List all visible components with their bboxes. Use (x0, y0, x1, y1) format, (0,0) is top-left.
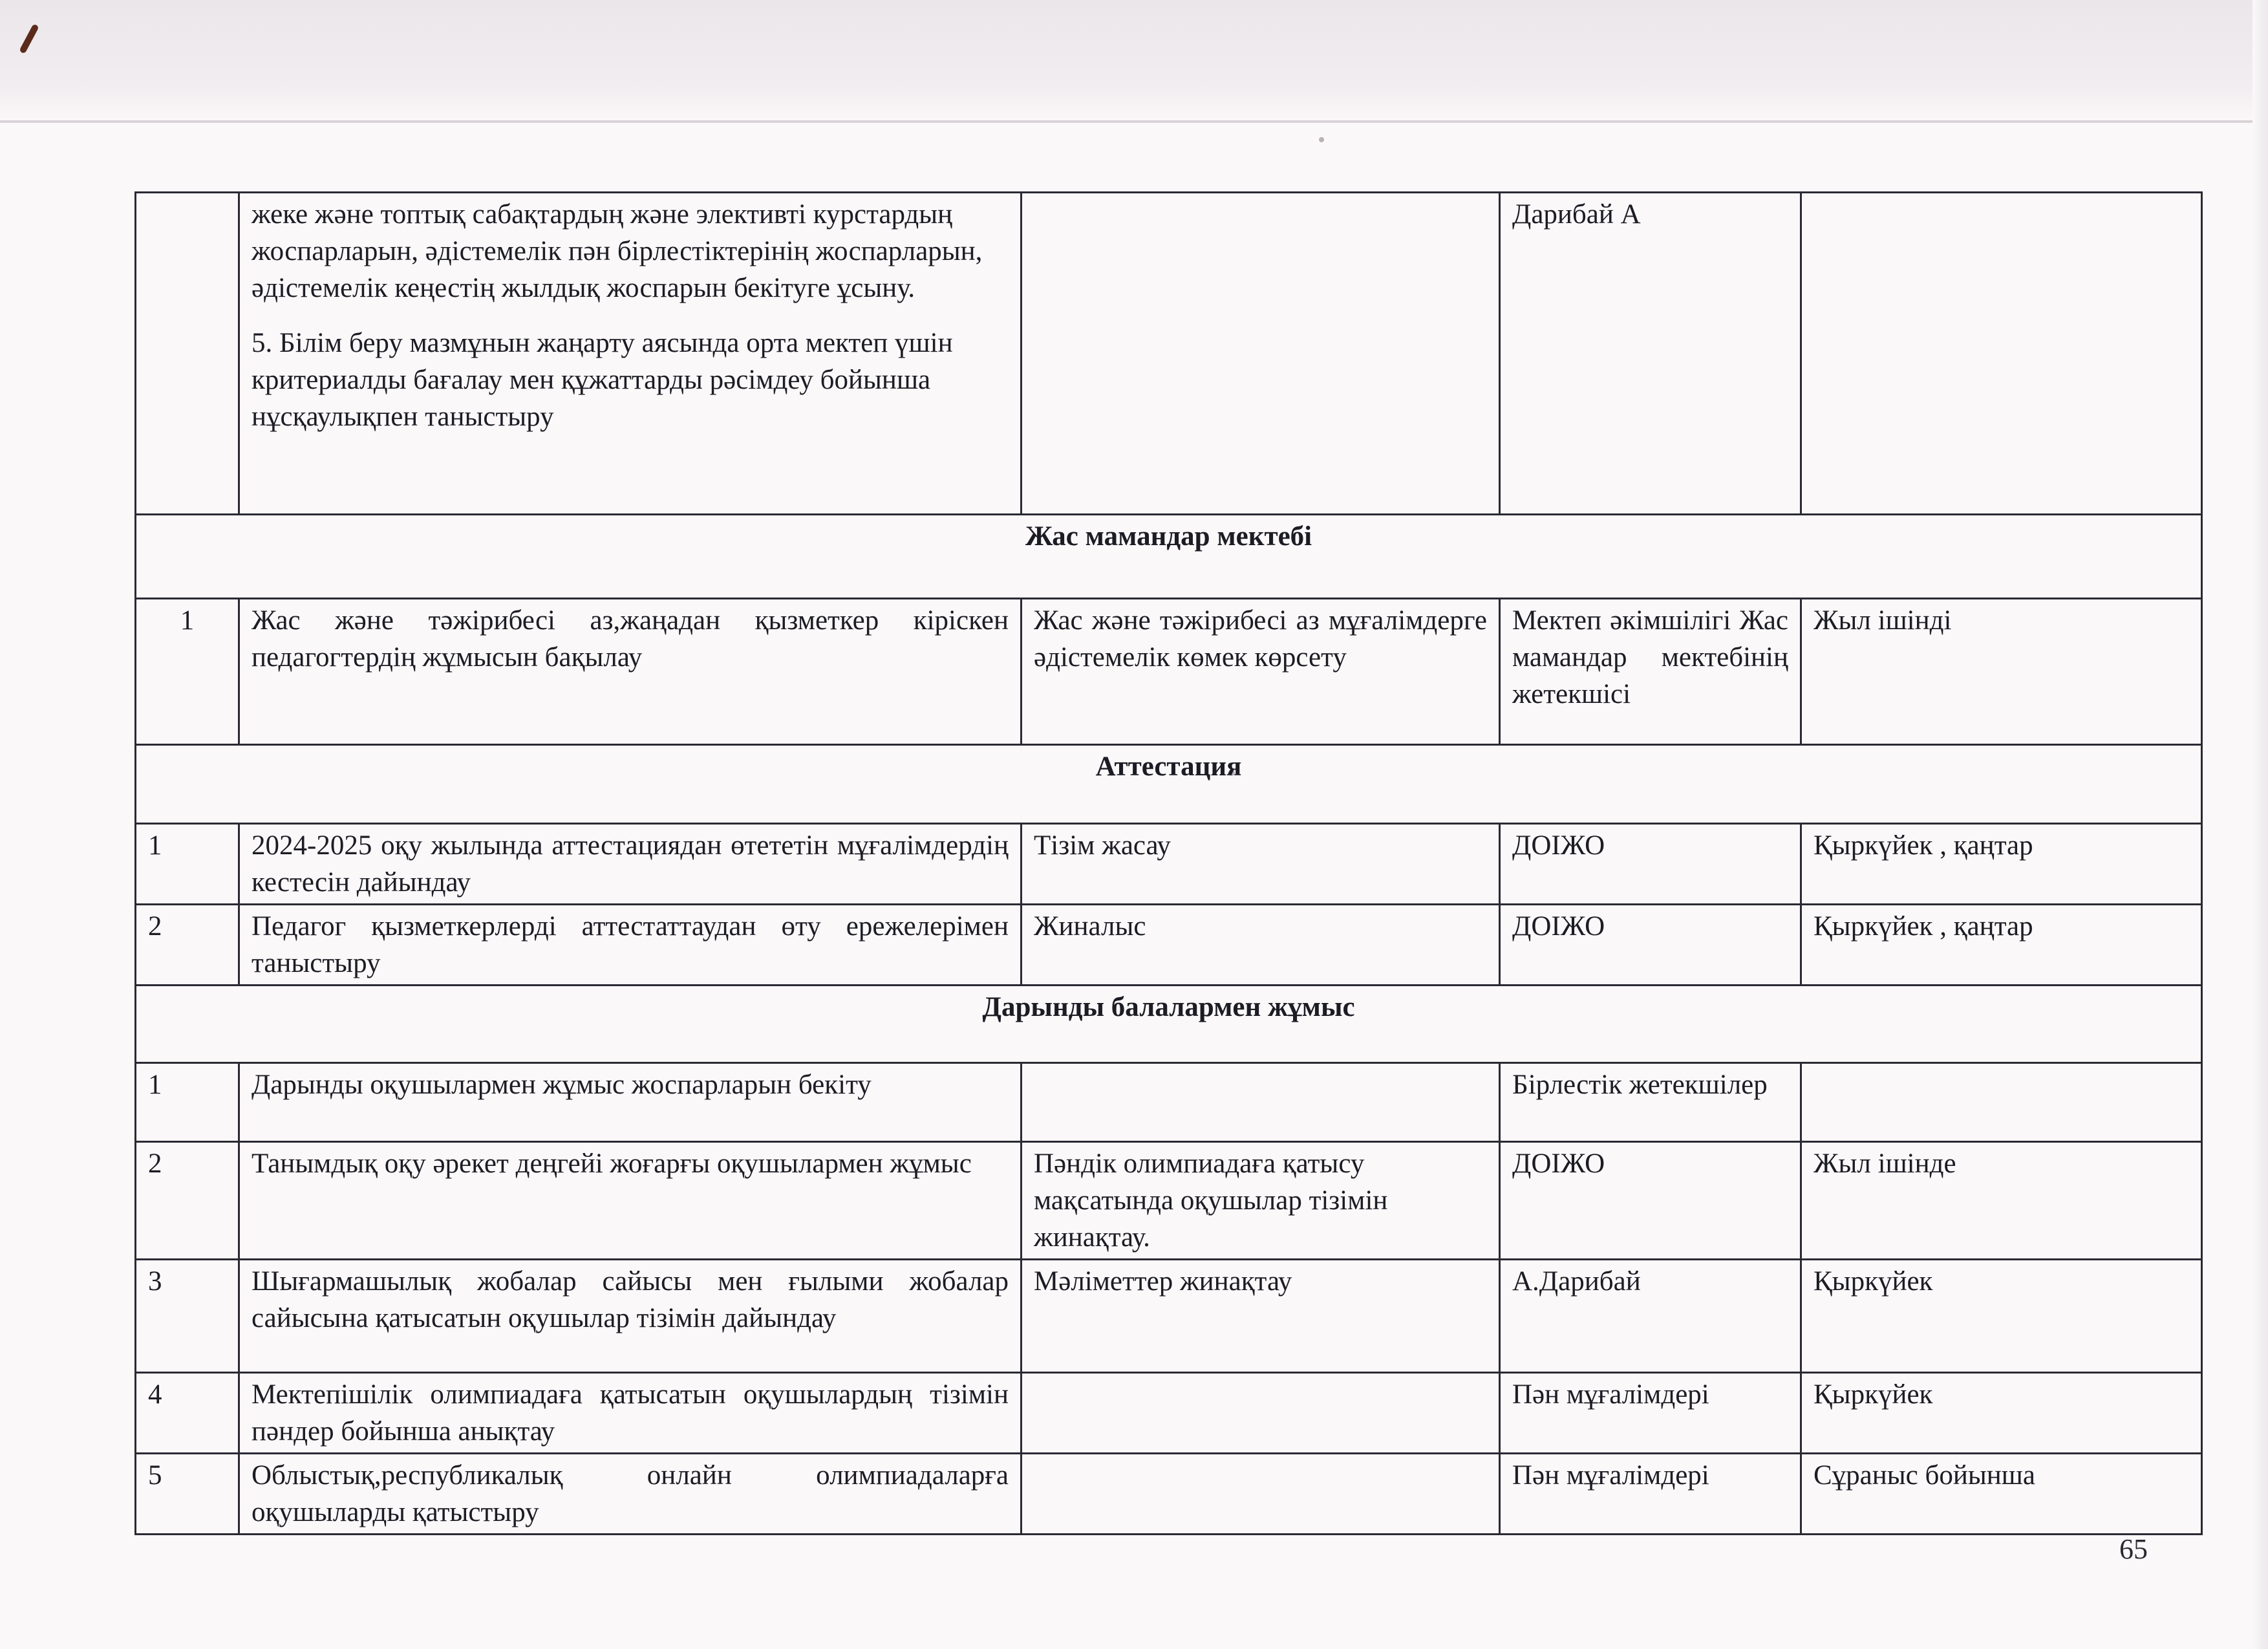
task-cell: Шығармашылық жобалар сайысы мен ғылыми жобалар сайысына қатысатын оқушылар тізімін дайындау (239, 1260, 1022, 1373)
responsible-cell: ДОІЖО (1500, 824, 1801, 905)
section-row (136, 515, 2202, 599)
table-row (136, 193, 2202, 515)
task-text: жеке және топтық сабақтардың және элективті курстардың жоспарларын, әдістемелік пән бірлестіктерінің жоспарларын, әдістемелік кеңестің жылдық жоспарын бекітуге ұсыну. (251, 199, 983, 303)
responsible-cell: ДОІЖО (1500, 1142, 1801, 1260)
form-cell: Тізім жасау (1022, 824, 1500, 905)
section-title: Жас мамандар мектебі (136, 515, 2202, 599)
table-row (136, 824, 2202, 905)
form-cell: Жас және тәжірибесі аз мұғалімдерге әдістемелік көмек көрсету (1022, 599, 1500, 745)
scan-shading (0, 0, 2268, 123)
row-number-cell (136, 193, 239, 515)
row-number: 1 (136, 599, 239, 745)
responsible-cell: Бірлестік жетекшілер (1500, 1063, 1801, 1142)
table-row (136, 1063, 2202, 1142)
deadline-cell (1801, 1063, 2202, 1142)
row-number: 2 (136, 1142, 239, 1260)
form-cell (1022, 1063, 1500, 1142)
row-number: 1 (136, 824, 239, 905)
row-number: 5 (136, 1454, 239, 1535)
responsible-cell: А.Дарибай (1500, 1260, 1801, 1373)
responsible-cell: Дарибай А (1500, 193, 1801, 515)
task-cell (239, 193, 1022, 515)
row-number: 1 (136, 1063, 239, 1142)
work-plan-table (134, 191, 2203, 1535)
table-row (136, 905, 2202, 986)
row-number: 2 (136, 905, 239, 986)
task-cell: 2024-2025 оқу жылында аттестациядан өтететін мұғалімдердің кестесін дайындау (239, 824, 1022, 905)
task-cell: Педагог қызметкерлерді аттестаттаудан өту ережелерімен таныстыру (239, 905, 1022, 986)
table-row (136, 599, 2202, 745)
scan-line (0, 120, 2268, 123)
table-row (136, 1454, 2202, 1535)
form-cell: Мәліметтер жинақтау (1022, 1260, 1500, 1373)
deadline-cell: Жыл ішінде (1801, 1142, 2202, 1260)
table-row (136, 1373, 2202, 1454)
deadline-cell: Қыркүйек , қаңтар (1801, 905, 2202, 986)
form-cell (1022, 1373, 1500, 1454)
task-cell: Дарынды оқушылармен жұмыс жоспарларын бекіту (239, 1063, 1022, 1142)
table-row (136, 1142, 2202, 1260)
task-cell: Жас және тәжірибесі аз,жаңадан қызметкер кіріскен педагогтердің жұмысын бақылау (239, 599, 1022, 745)
task-cell: Облыстық,республикалық онлайн олимпиадаларға оқушыларды қатыстыру (239, 1454, 1022, 1535)
deadline-cell: Жыл ішінді (1801, 599, 2202, 745)
section-row (136, 986, 2202, 1063)
deadline-cell (1801, 193, 2202, 515)
form-cell (1022, 1454, 1500, 1535)
task-cell: Мектепішілік олимпиадаға қатысатын оқушылардың тізімін пәндер бойынша анықтау (239, 1373, 1022, 1454)
responsible-cell: ДОІЖО (1500, 905, 1801, 986)
deadline-cell: Қыркүйек (1801, 1373, 2202, 1454)
responsible-cell: Пән мұғалімдері (1500, 1373, 1801, 1454)
task-text: 5. Білім беру мазмұнын жаңарту аясында орта мектеп үшін критериалды бағалау мен құжаттарды рәсімдеу бойынша нұсқаулықпен таныстыру (251, 328, 953, 432)
scan-speck (1319, 137, 1324, 142)
section-title: Аттестация (136, 745, 2202, 824)
page-number: 65 (2119, 1533, 2148, 1565)
deadline-cell: Қыркүйек , қаңтар (1801, 824, 2202, 905)
form-cell: Пәндік олимпиадаға қатысу мақсатында оқушылар тізімін жинақтау. (1022, 1142, 1500, 1260)
table-row (136, 1260, 2202, 1373)
section-title: Дарынды балалармен жұмыс (136, 986, 2202, 1063)
scan-edge (2252, 0, 2268, 1649)
deadline-cell: Сұраныс бойынша (1801, 1454, 2202, 1535)
responsible-cell: Мектеп әкімшілігі Жас мамандар мектебінің жетекшісі (1500, 599, 1801, 745)
deadline-cell: Қыркүйек (1801, 1260, 2202, 1373)
form-cell: Жиналыс (1022, 905, 1500, 986)
responsible-cell: Пән мұғалімдері (1500, 1454, 1801, 1535)
form-cell (1022, 193, 1500, 515)
task-cell: Танымдық оқу әрекет деңгейі жоғарғы оқушылармен жұмыс (239, 1142, 1022, 1260)
row-number: 4 (136, 1373, 239, 1454)
row-number: 3 (136, 1260, 239, 1373)
section-row (136, 745, 2202, 824)
